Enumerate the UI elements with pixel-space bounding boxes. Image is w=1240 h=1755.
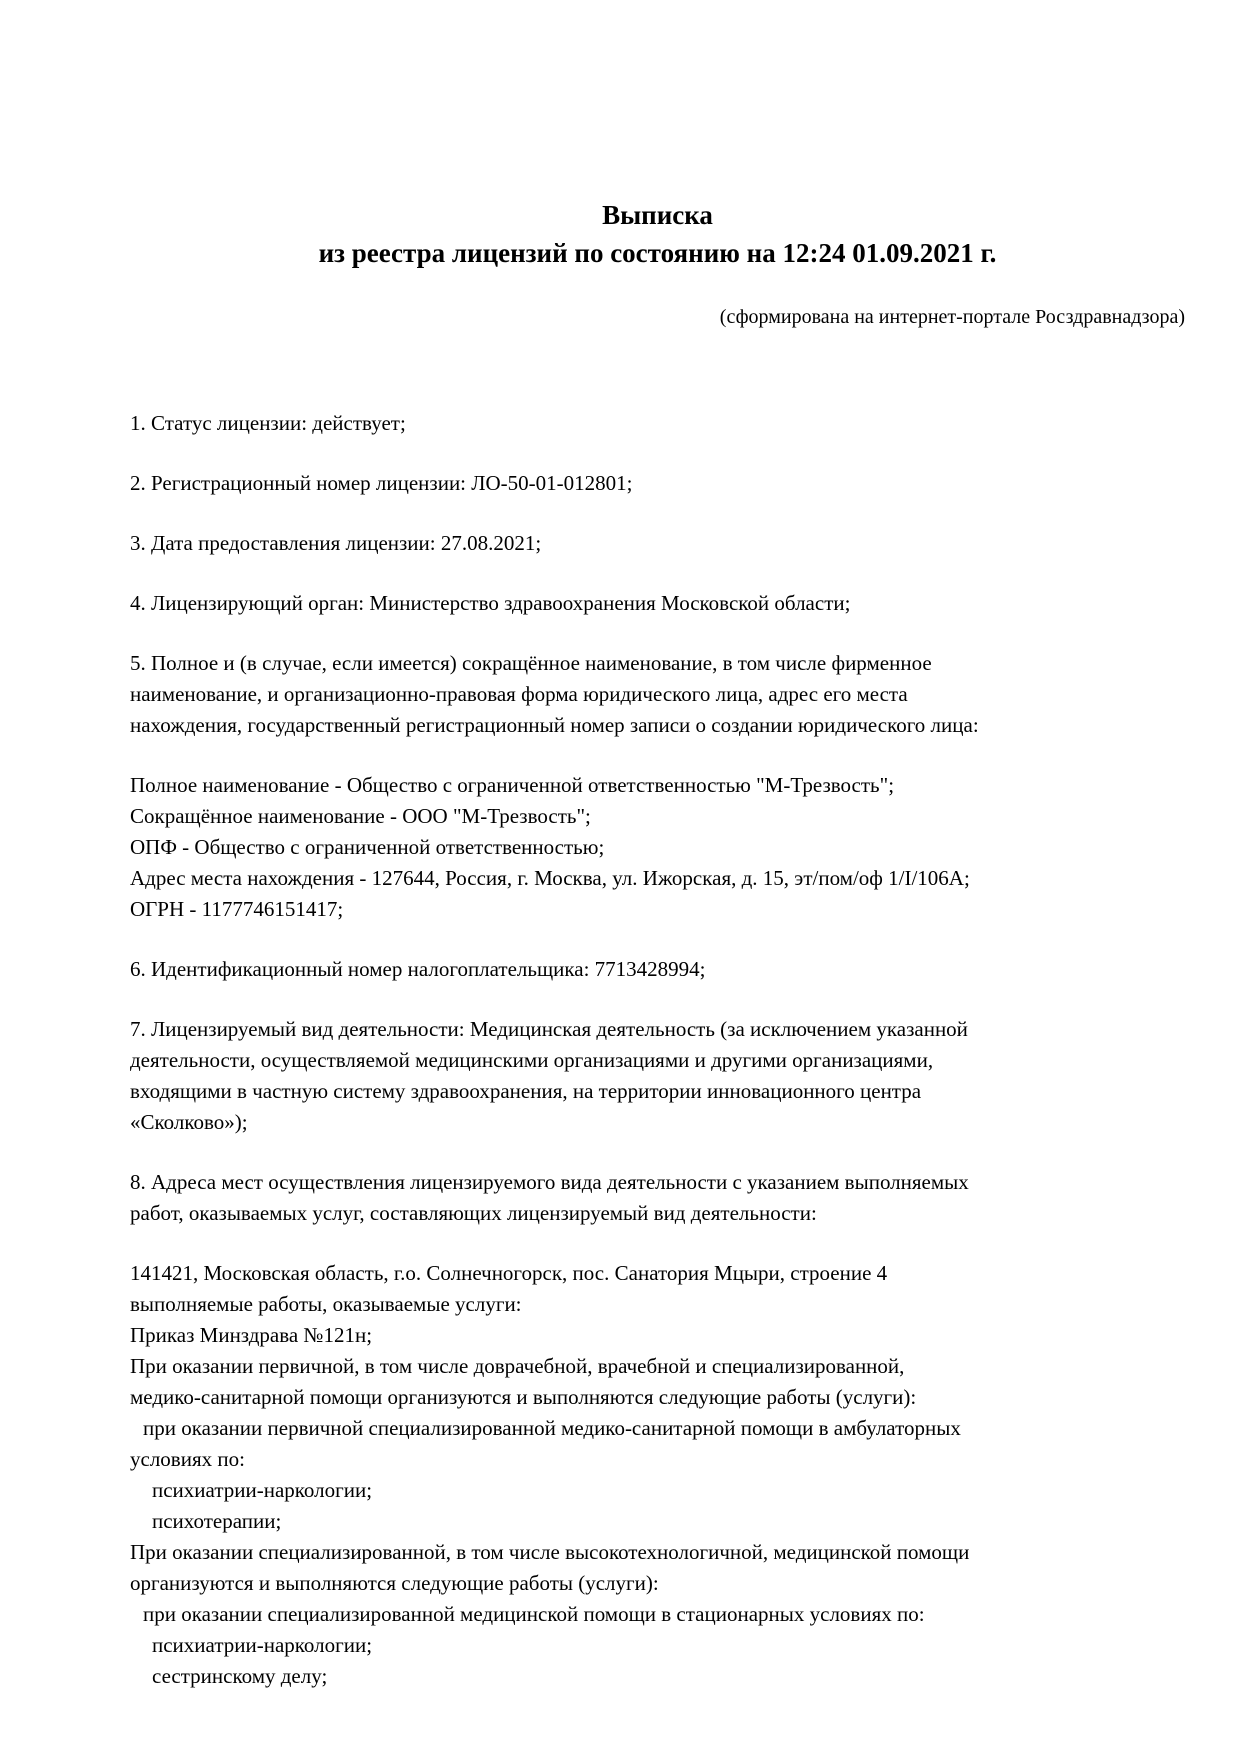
document-title-line2: из реестра лицензий по состоянию на 12:24 01.09.2021 г. <box>318 238 997 268</box>
paragraph-block <box>130 468 1185 499</box>
paragraph-block <box>130 528 1185 559</box>
document-line: нахождения, государственный регистрационный номер записи о создании юридического лица: <box>130 713 979 737</box>
document-line: ОПФ - Общество с ограниченной ответственностью; <box>130 835 605 859</box>
document-line: 6. Идентификационный номер налогоплательщика: 7713428994; <box>130 957 706 981</box>
document-line: психотерапии; <box>152 1509 282 1533</box>
document-line: при оказании первичной специализированной медико-санитарной помощи в амбулаторных <box>143 1416 961 1440</box>
document-line: Сокращённое наименование - ООО "М-Трезвость"; <box>130 804 591 828</box>
document-line: деятельности, осуществляемой медицинскими организациями и другими организациями, <box>130 1048 934 1072</box>
paragraph-block <box>130 648 1185 741</box>
document-line: 4. Лицензирующий орган: Министерство здравоохранения Московской области; <box>130 591 851 615</box>
document-line: условиях по: <box>130 1447 245 1471</box>
paragraph-block <box>130 954 1185 985</box>
document-line: 8. Адреса мест осуществления лицензируемого вида деятельности с указанием выполняемых <box>130 1170 969 1194</box>
document-line: медико-санитарной помощи организуются и выполняются следующие работы (услуги): <box>130 1385 917 1409</box>
document-line: 2. Регистрационный номер лицензии: ЛО-50-01-012801; <box>130 471 633 495</box>
document-line: Приказ Минздрава №121н; <box>130 1323 373 1347</box>
document-line: 1. Статус лицензии: действует; <box>130 411 406 435</box>
document-line: ОГРН - 1177746151417; <box>130 897 344 921</box>
document-line: выполняемые работы, оказываемые услуги: <box>130 1292 522 1316</box>
paragraph-block <box>130 1014 1185 1138</box>
document-line: При оказании первичной, в том числе доврачебной, врачебной и специализированной, <box>130 1354 905 1378</box>
paragraph-block <box>130 1167 1185 1229</box>
document-line: организуются и выполняются следующие работы (услуги): <box>130 1571 659 1595</box>
document-title-line1: Выписка <box>602 200 713 230</box>
document-line: 3. Дата предоставления лицензии: 27.08.2021; <box>130 531 542 555</box>
document-line: «Сколково»); <box>130 1110 248 1134</box>
document-line: сестринскому делу; <box>152 1664 328 1688</box>
paragraph-block <box>130 770 1185 925</box>
document-line: наименование, и организационно-правовая форма юридического лица, адрес его места <box>130 682 908 706</box>
document-body <box>130 408 1185 1692</box>
document-line: входящими в частную систему здравоохранения, на территории инновационного центра <box>130 1079 922 1103</box>
document-line: 141421, Московская область, г.о. Солнечногорск, пос. Санатория Мцыри, строение 4 <box>130 1261 888 1285</box>
document-line: При оказании специализированной, в том числе высокотехнологичной, медицинской помощи <box>130 1540 970 1564</box>
paragraph-block <box>130 408 1185 439</box>
portal-note: (сформирована на интернет-портале Росздравнадзора) <box>719 306 1185 328</box>
document-line: психиатрии-наркологии; <box>152 1633 373 1657</box>
document-line: работ, оказываемых услуг, составляющих лицензируемый вид деятельности: <box>130 1201 817 1225</box>
document-line: 7. Лицензируемый вид деятельности: Медицинская деятельность (за исключением указанной <box>130 1017 968 1041</box>
document-line: Адрес места нахождения - 127644, Россия, г. Москва, ул. Ижорская, д. 15, эт/пом/оф 1/I/106А; <box>130 866 970 890</box>
document-line: 5. Полное и (в случае, если имеется) сокращённое наименование, в том числе фирменное <box>130 651 932 675</box>
paragraph-block <box>130 588 1185 619</box>
document-line: психиатрии-наркологии; <box>152 1478 373 1502</box>
document-header <box>130 196 1185 330</box>
document-line: при оказании специализированной медицинской помощи в стационарных условиях по: <box>143 1602 925 1626</box>
paragraph-block <box>130 1258 1185 1692</box>
document-line: Полное наименование - Общество с ограниченной ответственностью "М-Трезвость"; <box>130 773 895 797</box>
